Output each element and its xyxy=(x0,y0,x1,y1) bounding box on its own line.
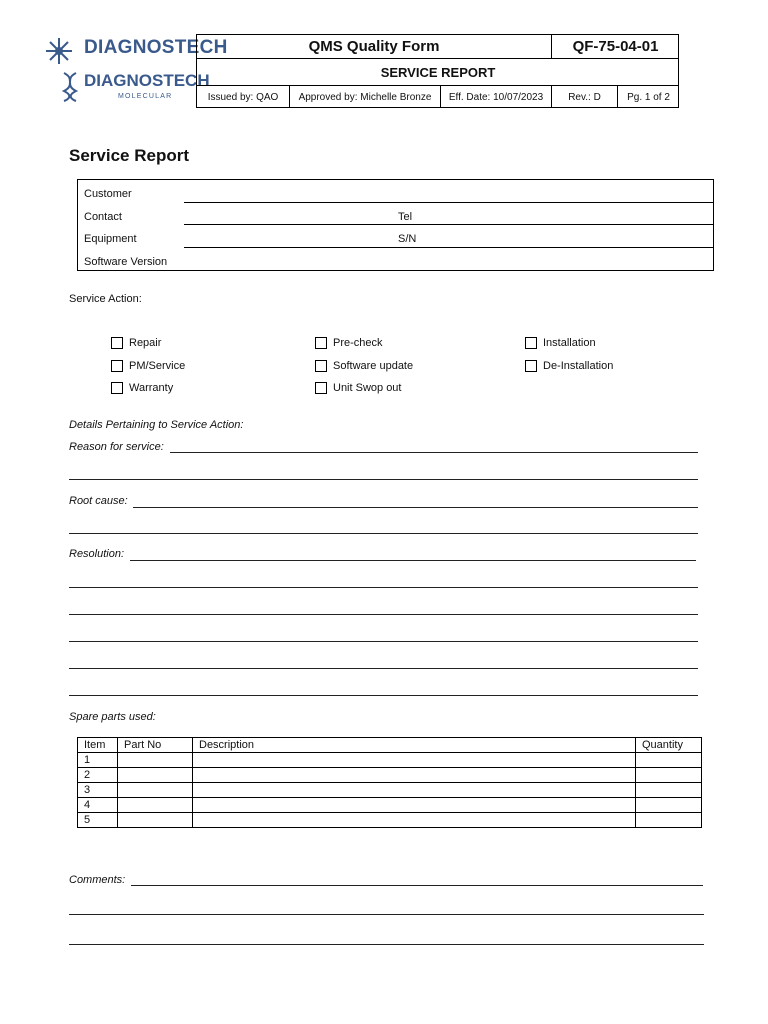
checkbox-label: Repair xyxy=(129,337,162,349)
root-cause-label: Root cause: xyxy=(69,495,128,507)
column-header-item: Item xyxy=(78,738,118,753)
root-cause-field-line[interactable] xyxy=(133,507,698,508)
form-header-table xyxy=(196,34,679,108)
checkbox-de-installation[interactable] xyxy=(525,360,613,372)
description-cell[interactable] xyxy=(193,753,636,768)
checkbox-box[interactable] xyxy=(111,382,123,394)
table-row xyxy=(78,768,702,783)
form-subtitle: SERVICE REPORT xyxy=(197,59,679,86)
resolution-field-line[interactable] xyxy=(69,587,698,588)
checkbox-installation[interactable] xyxy=(525,337,596,349)
reason-field-line[interactable] xyxy=(170,452,698,453)
effective-date: Eff. Date: 10/07/2023 xyxy=(441,86,552,108)
quantity-cell[interactable] xyxy=(636,813,702,828)
page-title: Service Report xyxy=(69,146,189,165)
column-header-part-no: Part No xyxy=(118,738,193,753)
quantity-cell[interactable] xyxy=(636,753,702,768)
service-action-label: Service Action: xyxy=(69,293,142,305)
equipment-label: Equipment xyxy=(84,233,137,245)
description-cell[interactable] xyxy=(193,783,636,798)
comments-label: Comments: xyxy=(69,874,126,886)
checkbox-box[interactable] xyxy=(315,360,327,372)
resolution-field-line[interactable] xyxy=(69,668,698,669)
part-no-cell[interactable] xyxy=(118,783,193,798)
revision: Rev.: D xyxy=(552,86,618,108)
logo-subtext: MOLECULAR xyxy=(118,93,173,100)
logo-text: DIAGNOSTECH xyxy=(84,37,228,58)
column-header-description: Description xyxy=(193,738,636,753)
contact-field[interactable] xyxy=(184,224,713,225)
issued-by: Issued by: QAO xyxy=(197,86,290,108)
checkbox-box[interactable] xyxy=(111,337,123,349)
item-number: 1 xyxy=(78,753,118,768)
reason-label: Reason for service: xyxy=(69,441,164,453)
contact-label: Contact xyxy=(84,211,122,223)
description-cell[interactable] xyxy=(193,768,636,783)
form-title: QMS Quality Form xyxy=(197,35,552,59)
customer-info-box xyxy=(77,179,714,271)
table-row xyxy=(78,783,702,798)
checkbox-box[interactable] xyxy=(525,337,537,349)
resolution-field-line[interactable] xyxy=(69,641,698,642)
quantity-cell[interactable] xyxy=(636,798,702,813)
checkbox-label: Warranty xyxy=(129,382,174,394)
spare-parts-table xyxy=(77,737,702,828)
logo-text-molecular: DIAGNOSTECH xyxy=(84,71,210,90)
comments-field-line[interactable] xyxy=(131,885,703,886)
checkbox-box[interactable] xyxy=(315,337,327,349)
comments-field-line[interactable] xyxy=(69,944,704,945)
checkbox-unit-swop-out[interactable] xyxy=(315,382,401,394)
tel-label: Tel xyxy=(398,211,413,223)
form-code: QF-75-04-01 xyxy=(552,35,679,59)
part-no-cell[interactable] xyxy=(118,768,193,783)
part-no-cell[interactable] xyxy=(118,798,193,813)
item-number: 2 xyxy=(78,768,118,783)
table-row xyxy=(78,753,702,768)
checkbox-label: De-Installation xyxy=(543,360,614,372)
resolution-field-line[interactable] xyxy=(69,614,698,615)
part-no-cell[interactable] xyxy=(118,813,193,828)
item-number: 3 xyxy=(78,783,118,798)
column-header-quantity: Quantity xyxy=(636,738,702,753)
checkbox-label: Pre-check xyxy=(333,337,383,349)
sn-label: S/N xyxy=(398,233,417,245)
page-number: Pg. 1 of 2 xyxy=(627,91,670,103)
table-row xyxy=(78,798,702,813)
customer-label: Customer xyxy=(84,188,132,200)
resolution-field-line[interactable] xyxy=(130,560,696,561)
reason-field-line[interactable] xyxy=(69,479,698,480)
checkbox-pre-check[interactable] xyxy=(315,337,383,349)
table-header-row xyxy=(78,738,702,753)
item-number: 4 xyxy=(78,798,118,813)
item-number: 5 xyxy=(78,813,118,828)
spare-parts-label: Spare parts used: xyxy=(69,711,156,723)
checkbox-warranty[interactable] xyxy=(111,382,173,394)
checkbox-label: Unit Swop out xyxy=(333,382,402,394)
checkbox-box[interactable] xyxy=(111,360,123,372)
part-no-cell[interactable] xyxy=(118,753,193,768)
customer-field[interactable] xyxy=(184,202,713,203)
table-row xyxy=(78,813,702,828)
checkbox-label: Installation xyxy=(543,337,596,349)
details-heading: Details Pertaining to Service Action: xyxy=(69,419,244,431)
checkbox-label: Software update xyxy=(333,360,414,372)
resolution-field-line[interactable] xyxy=(69,695,698,696)
description-cell[interactable] xyxy=(193,813,636,828)
quantity-cell[interactable] xyxy=(636,783,702,798)
quantity-cell[interactable] xyxy=(636,768,702,783)
root-cause-field-line[interactable] xyxy=(69,533,698,534)
equipment-field[interactable] xyxy=(184,247,713,248)
comments-field-line[interactable] xyxy=(69,914,704,915)
checkbox-label: PM/Service xyxy=(129,360,186,372)
checkbox-repair[interactable] xyxy=(111,337,161,349)
approved-by: Approved by: Michelle Bronze xyxy=(290,86,441,108)
checkbox-box[interactable] xyxy=(315,382,327,394)
checkbox-pm-service[interactable] xyxy=(111,360,185,372)
checkbox-box[interactable] xyxy=(525,360,537,372)
description-cell[interactable] xyxy=(193,798,636,813)
checkbox-software-update[interactable] xyxy=(315,360,413,372)
resolution-label: Resolution: xyxy=(69,548,125,560)
software-version-label: Software Version xyxy=(84,256,168,268)
